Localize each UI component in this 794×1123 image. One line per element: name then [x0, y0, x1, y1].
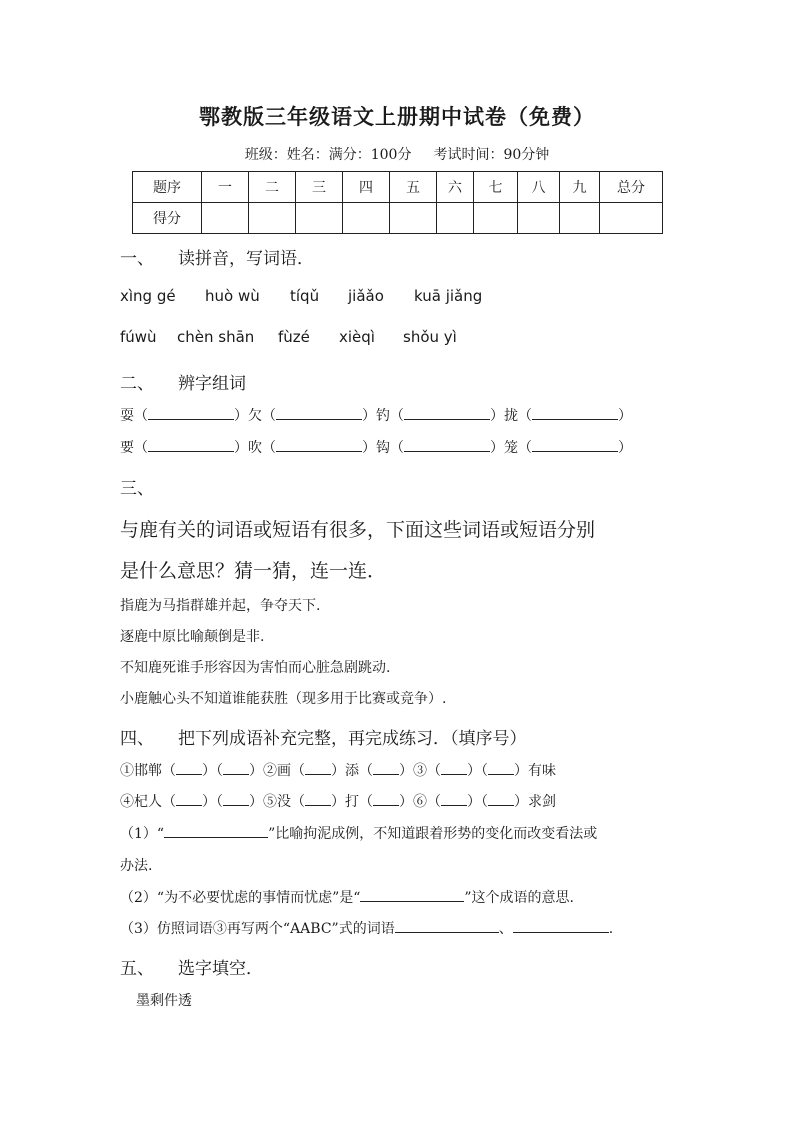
- score-header-cell: 九: [560, 172, 600, 203]
- answer-blank[interactable]: [360, 887, 464, 902]
- char-label: 耍: [120, 408, 134, 424]
- answer-blank[interactable]: [164, 823, 268, 838]
- score-cell[interactable]: [560, 203, 600, 234]
- idiom-text: ）（: [467, 763, 488, 779]
- section4-question-3: [120, 918, 613, 938]
- page-title: 鄂教版三年级语文上册期中试卷（免费）: [199, 104, 595, 129]
- answer-blank[interactable]: [488, 791, 514, 806]
- answer-blank[interactable]: [532, 437, 618, 452]
- char-label: 钓: [376, 408, 390, 424]
- score-cell[interactable]: [474, 203, 518, 234]
- answer-blank[interactable]: [148, 405, 234, 420]
- section3-heading: 三、: [120, 479, 154, 499]
- section5-title: 选字填空．: [178, 959, 263, 979]
- pinyin-item: fúwù: [120, 328, 157, 346]
- answer-blank[interactable]: [176, 760, 202, 775]
- score-cell[interactable]: [202, 203, 249, 234]
- idiom-text: ）添（: [331, 763, 373, 779]
- char-label: 笼: [504, 440, 518, 456]
- exam-info: [0, 144, 794, 164]
- char-label: 要: [120, 440, 134, 456]
- pinyin-item: fùzé: [278, 328, 310, 346]
- question-text: .: [608, 921, 614, 937]
- idiom-text: ）打（: [331, 794, 373, 810]
- idiom-text: ）③（: [399, 763, 441, 779]
- answer-blank[interactable]: [404, 437, 490, 452]
- section3-question-line-2: 是什么意思？猜一猜，连一连．: [120, 560, 387, 582]
- score-cell[interactable]: [600, 203, 663, 234]
- char-group-row-2: 要（ ）吹（ ）钩（ ）笼（ ）: [120, 437, 632, 457]
- pinyin-item: tíqǔ: [290, 287, 320, 305]
- answer-blank[interactable]: [148, 437, 234, 452]
- exam-time-info: 考试时间：90分钟: [433, 147, 550, 163]
- char-label: 钩: [376, 440, 390, 456]
- answer-blank[interactable]: [276, 437, 362, 452]
- section4-question-2: [120, 887, 574, 907]
- pinyin-item: chèn shān: [177, 328, 255, 346]
- answer-blank[interactable]: [488, 760, 514, 775]
- question-text: ”比喻拘泥成例，不知道跟着形势的变化而改变看法或: [268, 826, 598, 842]
- score-header-cell: 二: [249, 172, 296, 203]
- idiom-text: ①邯郸（: [120, 763, 176, 779]
- section4-question-1: [120, 823, 597, 843]
- answer-blank[interactable]: [176, 791, 202, 806]
- answer-blank[interactable]: [441, 760, 467, 775]
- score-cell[interactable]: [437, 203, 474, 234]
- score-header-cell: 五: [390, 172, 437, 203]
- score-header-cell: 一: [202, 172, 249, 203]
- idiom-text: ④杞人（: [120, 794, 176, 810]
- char-label: 欠: [248, 408, 262, 424]
- question-text: （2）“为不必要忧虑的事情而忧虑”是“: [120, 890, 361, 906]
- idiom-text: ）（: [202, 794, 223, 810]
- answer-blank[interactable]: [305, 791, 331, 806]
- section4-title: 把下列成语补充完整，再完成练习．（填序号）: [178, 729, 527, 749]
- question-text: ”这个成语的意思.: [464, 890, 574, 906]
- section5-char-choices: 墨剩件透: [136, 993, 192, 1009]
- match-item: 指鹿为马指群雄并起，争夺天下.: [120, 598, 321, 614]
- answer-blank[interactable]: [276, 405, 362, 420]
- answer-blank[interactable]: [395, 918, 499, 933]
- score-header-cell: 八: [518, 172, 560, 203]
- idiom-text: ）求剑: [514, 794, 556, 810]
- score-cell[interactable]: [390, 203, 437, 234]
- section2-title: 辨字组词: [178, 374, 246, 394]
- answer-blank[interactable]: [223, 760, 249, 775]
- section5-number: 五、: [120, 959, 154, 979]
- pinyin-item: huò wù: [205, 287, 260, 305]
- section2-heading: [120, 369, 246, 394]
- answer-blank[interactable]: [404, 405, 490, 420]
- question-text: 、: [498, 921, 513, 937]
- char-label: 吹: [248, 440, 262, 456]
- section4-question-1-cont: 办法.: [120, 858, 153, 874]
- score-row-label: 得分: [133, 203, 202, 234]
- score-header-cell: 六: [437, 172, 474, 203]
- answer-blank[interactable]: [532, 405, 618, 420]
- score-cell[interactable]: [296, 203, 343, 234]
- char-group-row-1: 耍（ ）欠（ ）钓（ ）拢（ ）: [120, 405, 632, 425]
- score-header-cell: 题序: [133, 172, 202, 203]
- answer-blank[interactable]: [513, 918, 609, 933]
- answer-blank[interactable]: [441, 791, 467, 806]
- idiom-text: ）有味: [514, 763, 556, 779]
- char-label: 拢: [504, 408, 518, 424]
- pinyin-item: kuā jiǎng: [414, 287, 483, 305]
- answer-blank[interactable]: [305, 760, 331, 775]
- question-text: （1）“: [120, 826, 165, 842]
- section4-number: 四、: [120, 729, 154, 749]
- class-name-info: 班级：姓名：满分：100分: [244, 147, 412, 163]
- pinyin-item: shǒu yì: [403, 328, 457, 346]
- score-header-cell: 四: [343, 172, 390, 203]
- pinyin-item: xièqì: [339, 328, 375, 346]
- score-cell[interactable]: [518, 203, 560, 234]
- score-header-cell: 三: [296, 172, 343, 203]
- section5-heading: [120, 954, 263, 979]
- question-text: （3）仿照词语③再写两个“AABC”式的词语: [120, 921, 395, 937]
- idiom-text: ）⑤没（: [249, 794, 305, 810]
- score-header-cell: 七: [474, 172, 518, 203]
- pinyin-item: xìng gé: [120, 287, 176, 305]
- section1-title: 读拼音，写词语．: [178, 249, 314, 269]
- match-item: 逐鹿中原比喻颠倒是非.: [120, 629, 265, 645]
- idiom-text: ）②画（: [249, 763, 305, 779]
- answer-blank[interactable]: [223, 791, 249, 806]
- idiom-row-1: [120, 760, 556, 780]
- score-table-header-row: [133, 172, 663, 203]
- idiom-row-2: [120, 791, 556, 811]
- section3-question-line-1: 与鹿有关的词语或短语有很多，下面这些词语或短语分别: [120, 519, 596, 541]
- section4-heading: [120, 724, 527, 749]
- score-header-cell: 总分: [600, 172, 663, 203]
- score-cell[interactable]: [343, 203, 390, 234]
- idiom-text: ）（: [467, 794, 488, 810]
- answer-blank[interactable]: [373, 791, 399, 806]
- score-table: [132, 171, 663, 234]
- score-table-score-row: [133, 203, 663, 234]
- idiom-text: ）⑥（: [399, 794, 441, 810]
- section1-heading: [120, 244, 314, 269]
- idiom-text: ）（: [202, 763, 223, 779]
- answer-blank[interactable]: [373, 760, 399, 775]
- section2-number: 二、: [120, 374, 154, 394]
- section1-number: 一、: [120, 249, 154, 269]
- match-item: 小鹿触心头不知道谁能获胜（现多用于比赛或竞争）.: [120, 691, 447, 707]
- pinyin-item: jiǎǎo: [348, 287, 384, 305]
- match-item: 不知鹿死谁手形容因为害怕而心脏急剧跳动.: [120, 660, 391, 676]
- score-cell[interactable]: [249, 203, 296, 234]
